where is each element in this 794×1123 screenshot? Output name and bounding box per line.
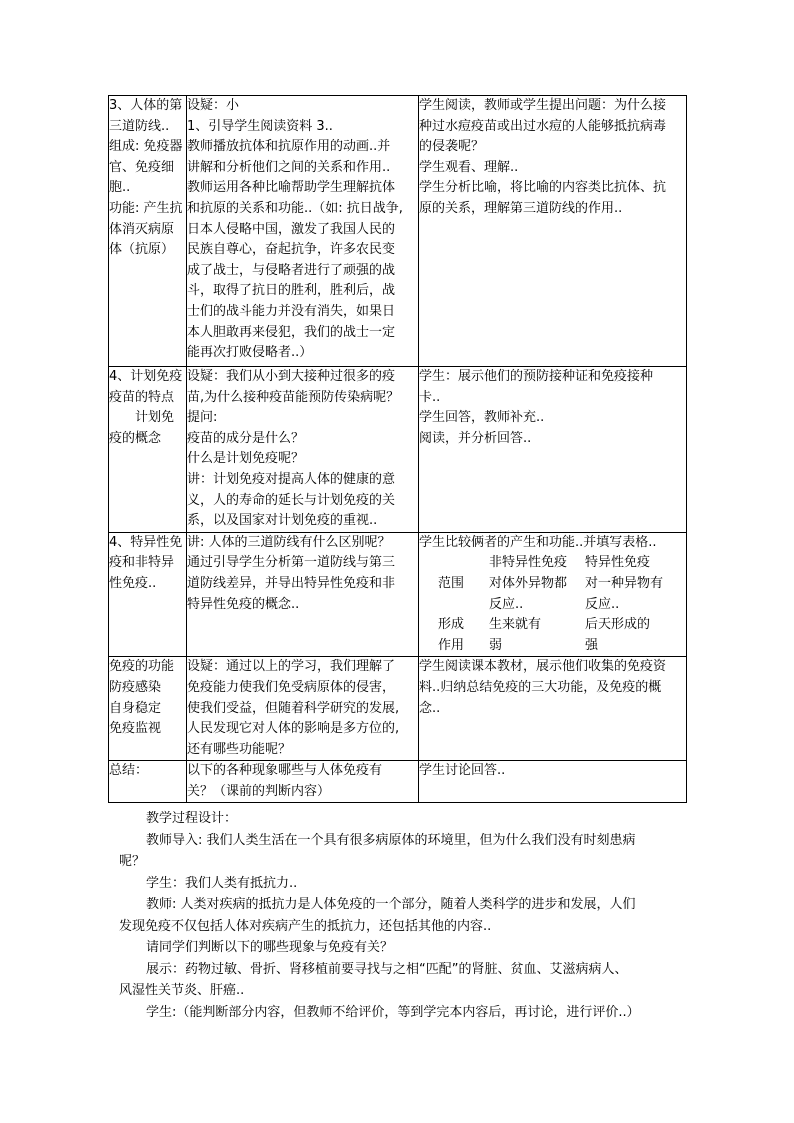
- table-cell-1: [109, 367, 187, 533]
- table-cell-1: [109, 96, 187, 367]
- paragraph-line: 请同学们判断以下的哪些现象与免疫有关？: [146, 940, 394, 955]
- paragraph-line: 教师: 人类对疾病的抵抗力是人体免疫的一个部分，随着人类科学的进步和发展，人们: [146, 897, 636, 912]
- table-cell-3: [419, 761, 687, 803]
- cell-line: 计划免: [109, 410, 175, 426]
- paragraph-line: 学生:（能判断部分内容，但教师不给评价，等到学完本内容后，再讨论，进行评价..）: [146, 1004, 640, 1020]
- table-cell-1: [109, 657, 187, 761]
- table-row: [109, 761, 687, 803]
- comparison-header: 特异性免疫: [585, 555, 651, 571]
- cell-line: 疫的概念: [109, 430, 162, 446]
- comparison-cell: 生来就有: [489, 617, 542, 633]
- cell-line: 斗，取得了抗日的胜利，胜利后，战: [187, 283, 396, 299]
- cell-line: 胞..: [109, 180, 131, 196]
- table-cell-3: [419, 532, 687, 657]
- cell-line: 卡..: [419, 389, 441, 405]
- comparison-cell: 对一种异物有: [585, 575, 664, 591]
- cell-line: 免疫能力使我们免受病原体的侵害，: [187, 679, 396, 695]
- comparison-cell: 作用: [438, 637, 465, 653]
- cell-line: 疫和非特异: [109, 555, 175, 571]
- cell-line: 教师运用各种比喻帮助学生理解抗体: [187, 180, 396, 196]
- table-cell-3: [419, 96, 687, 367]
- comparison-cell: 反应..: [489, 596, 524, 612]
- paragraph-line: 教学过程设计：: [146, 811, 238, 826]
- cell-line: 学生分析比喻，将比喻的内容类比抗体、抗: [419, 180, 667, 196]
- comparison-cell: 后天形成的: [585, 617, 651, 633]
- table-cell-1: [109, 532, 187, 657]
- cell-line: 念..: [419, 700, 441, 716]
- cell-line: 功能: 产生抗: [109, 200, 183, 216]
- cell-line: 自身稳定: [109, 700, 162, 716]
- comparison-cell: [433, 595, 489, 616]
- cell-line: 讲解和分析他们之间的关系和作用..: [187, 159, 391, 175]
- cell-line: 士们的战斗能力并没有消失，如果日: [187, 303, 396, 319]
- comparison-cell: 形成: [438, 617, 465, 633]
- cell-line: 使我们受益，但随着科学研究的发展,: [187, 700, 400, 716]
- cell-line: 4、计划免疫: [109, 369, 183, 384]
- table-cell-2: [187, 657, 419, 761]
- cell-line: 设疑：通过以上的学习，我们理解了: [187, 659, 396, 675]
- cell-line: 体（抗原）: [109, 242, 175, 258]
- cell-line: 特异性免疫的概念..: [187, 596, 300, 612]
- table-row: [109, 367, 687, 533]
- cell-line: 料..归纳总结免疫的三大功能，及免疫的概: [419, 679, 662, 695]
- comparison-header: [433, 553, 489, 574]
- table-cell-2: [187, 367, 419, 533]
- cell-line: 免疫监视: [109, 721, 162, 737]
- cell-line: 本人胆敢再来侵犯，我们的战士一定: [187, 324, 396, 340]
- comparison-table: [419, 553, 686, 656]
- comparison-cell: 弱: [489, 637, 503, 653]
- paragraph-line: 学生：我们人类有抵抗力..: [146, 875, 298, 891]
- table-cell-3: [419, 657, 687, 761]
- table-cell-2: [187, 761, 419, 803]
- cell-line: 学生观看、理解..: [419, 159, 519, 175]
- cell-line: 教师播放抗体和抗原作用的动画..并: [187, 139, 391, 155]
- cell-line: 学生回答，教师补充..: [419, 410, 545, 426]
- cell-line: 讲: 人体的三道防线有什么区别呢？: [187, 534, 391, 550]
- cell-line: 种过水痘疫苗或出过水痘的人能够抵抗病毒: [419, 118, 667, 134]
- comparison-header: 非特异性免疫: [489, 555, 568, 571]
- cell-line: 性免疫..: [109, 575, 157, 591]
- cell-line: 1、引导学生阅读资料 3..: [187, 118, 333, 134]
- cell-line: 什么是计划免疫呢？: [187, 451, 305, 467]
- table-cell-2: [187, 96, 419, 367]
- cell-line: 提问:: [187, 410, 218, 426]
- cell-line: 讲：计划免疫对提高人体的健康的意: [187, 471, 396, 487]
- cell-line: 民族自尊心，奋起抗争，许多农民变: [187, 242, 396, 258]
- paragraph-line: 风湿性关节炎、肝癌..: [119, 983, 245, 998]
- comparison-cell: 强: [585, 637, 599, 653]
- cell-line: 3、人体的第: [109, 98, 183, 113]
- cell-line: 成了战士，与侵略者进行了顽强的战: [187, 262, 396, 278]
- table-row: [109, 532, 687, 657]
- cell-line: 和抗原的关系和功能..（如: 抗日战争,: [187, 200, 403, 216]
- cell-line: 学生阅读课本教材，展示他们收集的免疫资: [419, 659, 667, 675]
- cell-line: 阅读，并分析回答..: [419, 430, 532, 446]
- cell-line: 学生：展示他们的预防接种证和免疫接种: [419, 369, 654, 384]
- cell-line: 疫苗的成分是什么？: [187, 430, 305, 446]
- cell-line: 官、免疫细: [109, 159, 175, 175]
- cell-line: 日本人侵略中国，激发了我国人民的: [187, 221, 396, 237]
- cell-line: 免疫的功能: [109, 659, 175, 675]
- paragraph-line: 教师导入: 我们人类生活在一个具有很多病原体的环境里，但为什么我们没有时刻患病: [146, 832, 636, 848]
- cell-line: 系，以及国家对计划免疫的重视..: [187, 513, 378, 529]
- table-cell-1: [109, 761, 187, 803]
- cell-line: 通过引导学生分析第一道防线与第三: [187, 555, 396, 571]
- cell-line: 疫苗的特点: [109, 389, 175, 405]
- cell-line: 体消灭病原: [109, 221, 175, 237]
- cell-line: 学生讨论回答..: [419, 763, 506, 779]
- cell-line: 人民发现它对人体的影响是多方位的,: [187, 721, 400, 737]
- table-row: [109, 657, 687, 761]
- cell-line: 关？（课前的判断内容）: [187, 783, 331, 799]
- comparison-cell: 范围: [438, 575, 465, 591]
- cell-line: 道防线差异，并导出特异性免疫和非: [187, 575, 396, 591]
- cell-line: 以下的各种现象哪些与人体免疫有: [187, 763, 383, 779]
- cell-line: 4、特异性免: [109, 534, 183, 550]
- cell-line: 三道防线..: [109, 118, 170, 134]
- cell-line: 苗,为什么接种疫苗能预防传染病呢？: [187, 389, 400, 405]
- cell-line: 能再次打败侵略者..）: [187, 345, 313, 361]
- table-cell-3: [419, 367, 687, 533]
- paragraph-line: 发现免疫不仅包括人体对疾病产生的抵抗力，还包括其他的内容..: [119, 918, 492, 934]
- cell-line: 学生阅读，教师或学生提出问题：为什么接: [419, 98, 667, 113]
- cell-line: 原的关系，理解第三道防线的作用..: [419, 200, 623, 216]
- table-row: [109, 96, 687, 367]
- cell-line: 设疑：小: [187, 98, 240, 113]
- cell-line: 学生比较俩者的产生和功能..并填写表格..: [419, 534, 657, 550]
- cell-line: 总结：: [109, 763, 149, 779]
- lesson-table: [108, 95, 687, 803]
- cell-line: 设疑：我们从小到大接种过很多的疫: [187, 369, 396, 384]
- comparison-cell: 对体外异物都: [489, 575, 568, 591]
- paragraph-line: 展示：药物过敏、骨折、肾移植前要寻找与之相“匹配”的肾脏、贫血、艾滋病病人、: [146, 961, 628, 977]
- table-cell-2: [187, 532, 419, 657]
- teaching-process: [119, 808, 681, 1023]
- cell-line: 组成: 免疫器: [109, 139, 183, 155]
- cell-line: 还有哪些功能呢？: [187, 741, 292, 757]
- cell-line: 义，人的寿命的延长与计划免疫的关: [187, 492, 396, 508]
- cell-line: 的侵袭呢？: [419, 139, 485, 155]
- comparison-cell: 反应..: [585, 596, 620, 612]
- paragraph-line: 呢？: [119, 854, 146, 869]
- cell-line: 防疫感染: [109, 679, 162, 695]
